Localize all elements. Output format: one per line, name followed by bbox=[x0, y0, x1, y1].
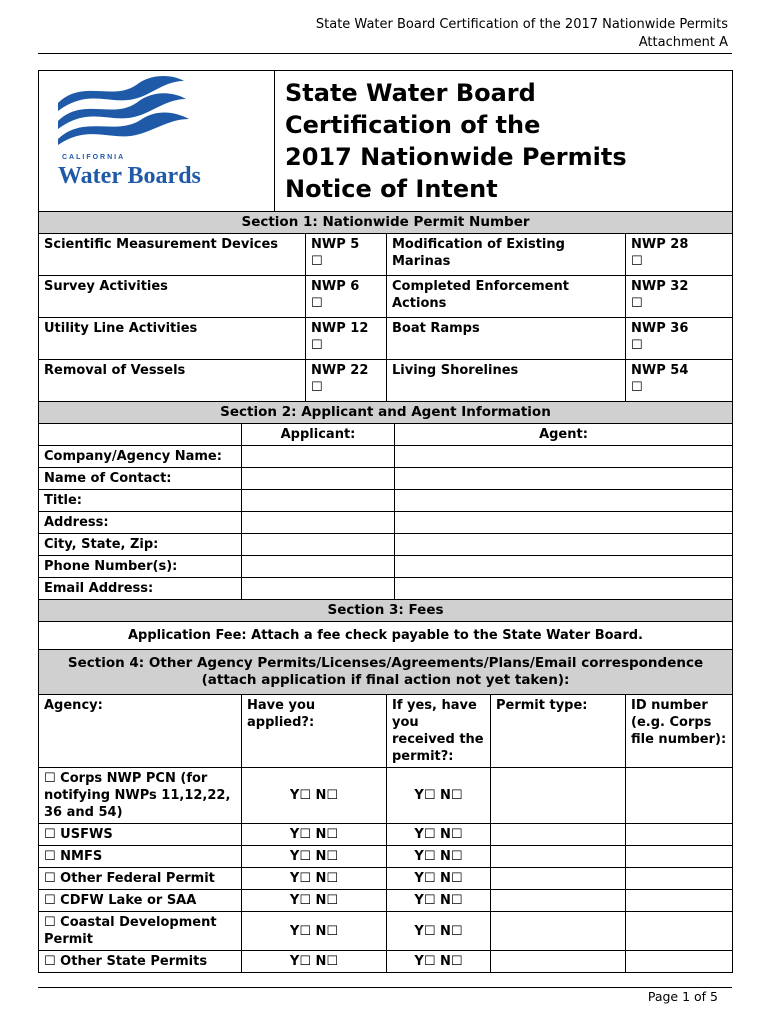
permit-row bbox=[39, 360, 733, 402]
section1-heading: Section 1: Nationwide Permit Number bbox=[39, 212, 733, 234]
section3-heading: Section 3: Fees bbox=[39, 600, 733, 622]
applied-yn[interactable]: Y☐ N☐ bbox=[242, 868, 387, 890]
info-row bbox=[39, 578, 733, 600]
applied-yn[interactable]: Y☐ N☐ bbox=[242, 912, 387, 951]
permit-type-field[interactable] bbox=[491, 868, 626, 890]
permit-name: Removal of Vessels bbox=[39, 360, 306, 402]
received-yn[interactable]: Y☐ N☐ bbox=[387, 824, 491, 846]
id-number-field[interactable] bbox=[626, 846, 733, 868]
section2-heading: Section 2: Applicant and Agent Information bbox=[39, 402, 733, 424]
id-number-field[interactable] bbox=[626, 912, 733, 951]
permit-name: Survey Activities bbox=[39, 276, 306, 318]
info-row bbox=[39, 534, 733, 556]
field-label: Phone Number(s): bbox=[39, 556, 242, 578]
id-column-header: ID number (e.g. Corps file number): bbox=[626, 695, 733, 768]
applicant-field[interactable] bbox=[242, 512, 395, 534]
applicant-field[interactable] bbox=[242, 534, 395, 556]
field-label: City, State, Zip: bbox=[39, 534, 242, 556]
permit-name: Scientific Measurement Devices bbox=[39, 234, 306, 276]
page-header bbox=[316, 16, 728, 52]
applicant-field[interactable] bbox=[242, 446, 395, 468]
permit-row bbox=[39, 234, 733, 276]
agent-field[interactable] bbox=[395, 490, 733, 512]
permit-nwp-cell: NWP 36 ☐ bbox=[626, 318, 733, 360]
agent-field[interactable] bbox=[395, 468, 733, 490]
field-label: Title: bbox=[39, 490, 242, 512]
permit-type-field[interactable] bbox=[491, 951, 626, 973]
checkbox[interactable]: ☐ bbox=[311, 380, 323, 395]
agent-field[interactable] bbox=[395, 556, 733, 578]
agency-column-header: Agency: bbox=[39, 695, 242, 768]
applicant-field[interactable] bbox=[242, 556, 395, 578]
checkbox[interactable]: ☐ bbox=[631, 338, 643, 353]
applied-yn[interactable]: Y☐ N☐ bbox=[242, 768, 387, 824]
agency-row bbox=[39, 824, 733, 846]
applied-yn[interactable]: Y☐ N☐ bbox=[242, 951, 387, 973]
received-yn[interactable]: Y☐ N☐ bbox=[387, 912, 491, 951]
permit-name: Boat Ramps bbox=[387, 318, 626, 360]
agent-field[interactable] bbox=[395, 534, 733, 556]
applicant-field[interactable] bbox=[242, 468, 395, 490]
applied-yn[interactable]: Y☐ N☐ bbox=[242, 890, 387, 912]
header-line-2: Attachment A bbox=[638, 35, 728, 50]
permit-row bbox=[39, 318, 733, 360]
agent-field[interactable] bbox=[395, 578, 733, 600]
logo-state-text: CALIFORNIA bbox=[62, 154, 126, 161]
section4-heading: Section 4: Other Agency Permits/Licenses/Agreements/Plans/Email correspondence (attach application if final action not yet taken): bbox=[39, 650, 733, 695]
field-label: Name of Contact: bbox=[39, 468, 242, 490]
id-number-field[interactable] bbox=[626, 951, 733, 973]
permit-nwp-cell: NWP 54 ☐ bbox=[626, 360, 733, 402]
applied-column-header: Have you applied?: bbox=[242, 695, 387, 768]
agency-name[interactable]: ☐ Coastal Development Permit bbox=[39, 912, 242, 951]
checkbox[interactable]: ☐ bbox=[311, 296, 323, 311]
agency-row bbox=[39, 768, 733, 824]
info-row bbox=[39, 468, 733, 490]
permit-type-field[interactable] bbox=[491, 824, 626, 846]
checkbox[interactable]: ☐ bbox=[311, 338, 323, 353]
agency-name[interactable]: ☐ Other State Permits bbox=[39, 951, 242, 973]
agency-row bbox=[39, 846, 733, 868]
received-column-header: If yes, have you received the permit?: bbox=[387, 695, 491, 768]
received-yn[interactable]: Y☐ N☐ bbox=[387, 951, 491, 973]
applicant-field[interactable] bbox=[242, 578, 395, 600]
agency-name[interactable]: ☐ NMFS bbox=[39, 846, 242, 868]
checkbox[interactable]: ☐ bbox=[311, 254, 323, 269]
permit-name: Utility Line Activities bbox=[39, 318, 306, 360]
applied-yn[interactable]: Y☐ N☐ bbox=[242, 824, 387, 846]
permit-nwp-cell: NWP 32 ☐ bbox=[626, 276, 733, 318]
logo-cell bbox=[39, 71, 275, 212]
permit-type-field[interactable] bbox=[491, 912, 626, 951]
blank-header-cell bbox=[39, 424, 242, 446]
applicant-field[interactable] bbox=[242, 490, 395, 512]
permit-type-field[interactable] bbox=[491, 768, 626, 824]
permit-name: Modification of Existing Marinas bbox=[387, 234, 626, 276]
agency-row bbox=[39, 868, 733, 890]
agency-name[interactable]: ☐ CDFW Lake or SAA bbox=[39, 890, 242, 912]
permit-type-field[interactable] bbox=[491, 890, 626, 912]
permit-nwp-cell: NWP 5 ☐ bbox=[306, 234, 387, 276]
header-line-1: State Water Board Certification of the 2017 Nationwide Permits bbox=[315, 17, 728, 32]
id-number-field[interactable] bbox=[626, 890, 733, 912]
permit-name: Living Shorelines bbox=[387, 360, 626, 402]
info-row bbox=[39, 512, 733, 534]
page-number: Page 1 of 5 bbox=[647, 989, 718, 1004]
agency-name[interactable]: ☐ Other Federal Permit bbox=[39, 868, 242, 890]
info-row bbox=[39, 446, 733, 468]
info-row bbox=[39, 556, 733, 578]
id-number-field[interactable] bbox=[626, 768, 733, 824]
permit-nwp-cell: NWP 28 ☐ bbox=[626, 234, 733, 276]
checkbox[interactable]: ☐ bbox=[631, 296, 643, 311]
agency-name[interactable]: ☐ USFWS bbox=[39, 824, 242, 846]
noi-form bbox=[38, 70, 733, 973]
agent-field[interactable] bbox=[395, 446, 733, 468]
agent-column-header: Agent: bbox=[395, 424, 733, 446]
agency-name[interactable]: ☐ Corps NWP PCN (for notifying NWPs 11,12,22, 36 and 54) bbox=[39, 768, 242, 824]
logo-org-text: Water Boards bbox=[58, 163, 201, 189]
type-column-header: Permit type: bbox=[491, 695, 626, 768]
permit-nwp-cell: NWP 12 ☐ bbox=[306, 318, 387, 360]
agency-row bbox=[39, 890, 733, 912]
applied-yn[interactable]: Y☐ N☐ bbox=[242, 846, 387, 868]
applicant-column-header: Applicant: bbox=[242, 424, 395, 446]
water-boards-logo bbox=[44, 73, 224, 193]
field-label: Email Address: bbox=[39, 578, 242, 600]
header-divider bbox=[38, 53, 732, 54]
id-number-field[interactable] bbox=[626, 824, 733, 846]
agency-row bbox=[39, 951, 733, 973]
permit-nwp-cell: NWP 6 ☐ bbox=[306, 276, 387, 318]
agency-row bbox=[39, 912, 733, 951]
checkbox[interactable]: ☐ bbox=[631, 380, 643, 395]
field-label: Address: bbox=[39, 512, 242, 534]
permit-row bbox=[39, 276, 733, 318]
agent-field[interactable] bbox=[395, 512, 733, 534]
received-yn[interactable]: Y☐ N☐ bbox=[387, 890, 491, 912]
permit-type-field[interactable] bbox=[491, 846, 626, 868]
info-row bbox=[39, 490, 733, 512]
field-label: Company/Agency Name: bbox=[39, 446, 242, 468]
form-title: State Water Board Certification of the 2017 Nationwide Permits Notice of Intent bbox=[275, 71, 733, 212]
id-number-field[interactable] bbox=[626, 868, 733, 890]
received-yn[interactable]: Y☐ N☐ bbox=[387, 868, 491, 890]
permit-name: Completed Enforcement Actions bbox=[387, 276, 626, 318]
checkbox[interactable]: ☐ bbox=[631, 254, 643, 269]
footer-divider bbox=[38, 987, 732, 988]
received-yn[interactable]: Y☐ N☐ bbox=[387, 846, 491, 868]
permit-nwp-cell: NWP 22 ☐ bbox=[306, 360, 387, 402]
received-yn[interactable]: Y☐ N☐ bbox=[387, 768, 491, 824]
fee-instruction: Application Fee: Attach a fee check payable to the State Water Board. bbox=[39, 622, 733, 650]
